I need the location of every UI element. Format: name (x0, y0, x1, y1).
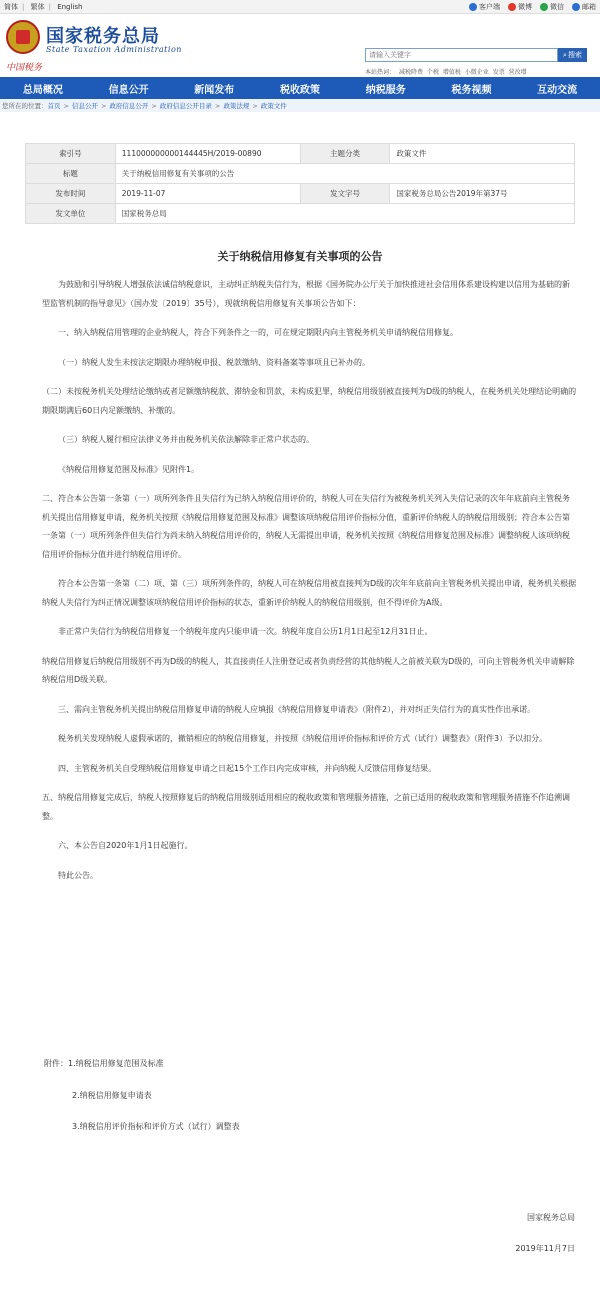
breadcrumb-gov-info[interactable]: 政府信息公开 (109, 102, 149, 110)
document-meta-table (25, 143, 575, 224)
site-english-name: State Taxation Administration (46, 45, 182, 54)
article-paragraph: 一、纳入纳税信用管理的企业纳税人，符合下列条件之一的，可在规定期限内向主管税务机关申请纳税信用修复。 (58, 328, 458, 337)
nav-overview[interactable]: 总局概况 (22, 84, 63, 96)
nav-info-disclosure[interactable]: 信息公开 (108, 84, 149, 96)
lang-traditional[interactable]: 繁体 (30, 2, 45, 11)
article-paragraph: 非正常户失信行为纳税信用修复一个纳税年度内只能申请一次。纳税年度自公历1月1日起至12月31日止。 (58, 627, 433, 636)
article-paragraph: 《纳税信用修复范围及标准》见附件1。 (58, 464, 200, 474)
attachment-1 (44, 1057, 164, 1071)
breadcrumb-separator: > (151, 101, 157, 110)
social-weibo-label: 微博 (518, 2, 532, 11)
breadcrumb-gov-info-catalog[interactable]: 政府信息公开目录 (159, 102, 212, 110)
table-row (26, 184, 575, 204)
search-button-label: 搜索 (567, 51, 582, 59)
social-weibo[interactable] (508, 2, 532, 12)
article-paragraph: （二）未按税务机关处理结论缴纳或者足额缴纳税款、滞纳金和罚款，未构成犯罪，纳税信用级别被直接判为D级的纳税人，在税务机关处理结论明确的期限期满后60日内足额缴纳、补缴的。 (42, 387, 577, 415)
meta-label: 主题分类 (300, 144, 390, 164)
lang-english[interactable]: English (57, 2, 83, 11)
main-nav (0, 77, 600, 99)
table-row (26, 144, 575, 164)
social-client-label: 客户端 (479, 2, 500, 11)
article-paragraph: 四、主管税务机关自受理纳税信用修复申请之日起15个工作日内完成审核，并向纳税人反馈信用修复结果。 (58, 763, 437, 773)
national-emblem-icon (6, 20, 40, 54)
nav-interaction[interactable]: 互动交流 (537, 84, 578, 96)
meta-label: 发文单位 (26, 204, 116, 224)
breadcrumb (0, 99, 600, 112)
nav-tax-policy[interactable]: 税收政策 (280, 84, 321, 96)
search-button[interactable] (558, 48, 587, 62)
attachment-link[interactable]: 1.纳税信用修复范围及标准 (68, 1059, 164, 1068)
social-mail-label: 邮箱 (582, 2, 596, 11)
article-paragraph: 纳税信用修复后纳税信用级别不再为D级的纳税人，其直接责任人注册登记或者负责经营的其他纳税人之前被关联为D级的，可向主管税务机关申请解除纳税信用D级关联。 (42, 656, 575, 684)
article-paragraph: 六、本公告自2020年1月1日起施行。 (58, 841, 193, 850)
article-paragraph: 为鼓励和引导纳税人增强依法诚信纳税意识，主动纠正纳税失信行为，根据《国务院办公厅关于加快推进社会信用体系建设构建以信用为基础的新型监管机制的指导意见》（国办发〔2019〕35号），现就纳税信用修复有关事项公告如下： (42, 280, 570, 308)
breadcrumb-separator: > (63, 101, 69, 110)
top-utility-bar (0, 0, 600, 14)
search-input[interactable] (365, 48, 558, 62)
social-mail[interactable] (572, 2, 596, 12)
meta-label: 标题 (26, 164, 116, 184)
table-row (26, 164, 575, 184)
search-box (365, 48, 587, 62)
meta-value: 关于纳税信用修复有关事项的公告 (115, 164, 574, 184)
meta-value: 111000000000144445H/2019-00890 (115, 144, 300, 164)
article-body (42, 276, 577, 896)
article-paragraph: （一）纳税人发生未按法定期限办理纳税申报、税款缴纳、资料备案等事项且已补办的。 (58, 357, 370, 367)
attachment-link[interactable]: 2.纳税信用修复申请表 (72, 1091, 152, 1100)
social-links (469, 2, 596, 12)
hot-words-label: 本站热词： (365, 69, 396, 76)
attachment-label: 附件： (44, 1059, 68, 1068)
weibo-icon (508, 3, 516, 11)
nav-news[interactable]: 新闻发布 (194, 84, 235, 96)
hot-word[interactable]: 减税降费 (398, 69, 423, 76)
nav-tax-video[interactable]: 税务视频 (451, 84, 492, 96)
article-paragraph: 税务机关发现纳税人虚假承诺的，撤销相应的纳税信用修复，并按照《纳税信用评价指标和评价方式（试行）调整表》（附件3）予以扣分。 (58, 734, 548, 743)
hot-word[interactable]: 增值税 (442, 69, 461, 76)
article-paragraph: 符合本公告第一条第（二）项、第（三）项所列条件的，纳税人可在纳税信用被直接判为D级的次年年底前向主管税务机关提出申请，税务机关根据纳税人失信行为纠正情况调整该项纳税信用评价指标的状态，重新评价纳税人的纳税信用级别，但不得评价为A级。 (42, 579, 577, 607)
breadcrumb-prefix: 您所在的位置： (2, 102, 48, 110)
meta-value: 政策文件 (390, 144, 575, 164)
article-paragraph: 二、符合本公告第一条第（一）项所列条件且失信行为已纳入纳税信用评价的，纳税人可在失信行为被税务机关列入失信记录的次年年底前向主管税务机关提出信用修复申请，税务机关按照《纳税信用修复范围及标准》调整该项纳税信用评价指标分值，重新评价纳税人的纳税信用级别；符合本公告第一条第（一）项所列条件但失信行为尚未纳入纳税信用评价的，纳税人无需提出申请，税务机关按照《纳税信用修复范围及标准》调整纳税人该项纳税信用评价指标分值并进行纳税信用评价。 (42, 494, 570, 559)
meta-label: 发布时间 (26, 184, 116, 204)
signature: 国家税务总局 (527, 1213, 575, 1222)
meta-value: 国家税务总局 (115, 204, 574, 224)
breadcrumb-home[interactable]: 首页 (47, 102, 61, 110)
breadcrumb-policy-docs[interactable]: 政策文件 (260, 102, 287, 110)
sign-date: 2019年11月7日 (515, 1244, 575, 1253)
hot-word[interactable]: 发票 (492, 69, 505, 76)
breadcrumb-policy-regulation[interactable]: 政策法规 (223, 102, 250, 110)
breadcrumb-separator: > (214, 101, 221, 110)
table-row (26, 204, 575, 224)
meta-label: 发文字号 (300, 184, 390, 204)
hot-word[interactable]: 个税 (426, 69, 439, 76)
lang-simplified[interactable]: 简体 (4, 2, 18, 11)
hot-words (365, 67, 529, 76)
china-tax-logo-text: 中国税务 (6, 63, 43, 73)
search-icon: ⌕ (563, 50, 567, 59)
breadcrumb-separator: > (252, 101, 258, 110)
article-paragraph: （三）纳税人履行相应法律义务并由税务机关依法解除非正常户状态的。 (58, 435, 314, 444)
mobile-client-icon (469, 3, 477, 11)
article-paragraph: 特此公告。 (58, 870, 98, 880)
article-paragraph: 三、需向主管税务机关提出纳税信用修复申请的纳税人应填报《纳税信用修复申请表》（附件2），并对纠正失信行为的真实性作出承诺。 (58, 704, 536, 714)
meta-value: 2019-11-07 (115, 184, 300, 204)
nav-tax-service[interactable]: 纳税服务 (365, 84, 406, 96)
language-switcher (4, 2, 86, 12)
meta-label: 索引号 (26, 144, 116, 164)
social-client[interactable] (469, 2, 500, 12)
lang-separator: | (48, 2, 51, 11)
meta-value: 国家税务总局公告2019年第37号 (390, 184, 575, 204)
hot-word[interactable]: 营改增 (508, 69, 527, 76)
mail-icon (572, 3, 580, 11)
site-header (0, 14, 600, 77)
social-wechat[interactable] (540, 2, 564, 12)
breadcrumb-info[interactable]: 信息公开 (71, 102, 98, 110)
lang-separator: | (22, 2, 25, 11)
article-title: 关于纳税信用修复有关事项的公告 (217, 250, 383, 263)
social-wechat-label: 微信 (550, 2, 564, 11)
attachment-link[interactable]: 3.纳税信用评价指标和评价方式（试行）调整表 (72, 1122, 240, 1131)
wechat-icon (540, 3, 548, 11)
site-name[interactable]: 国家税务总局 (46, 26, 160, 47)
article-paragraph: 五、纳税信用修复完成后，纳税人按照修复后的纳税信用级别适用相应的税收政策和管理服务措施，之前已适用的税收政策和管理服务措施不作追溯调整。 (42, 793, 570, 821)
breadcrumb-separator: > (100, 101, 107, 110)
hot-word[interactable]: 小微企业 (464, 69, 489, 76)
